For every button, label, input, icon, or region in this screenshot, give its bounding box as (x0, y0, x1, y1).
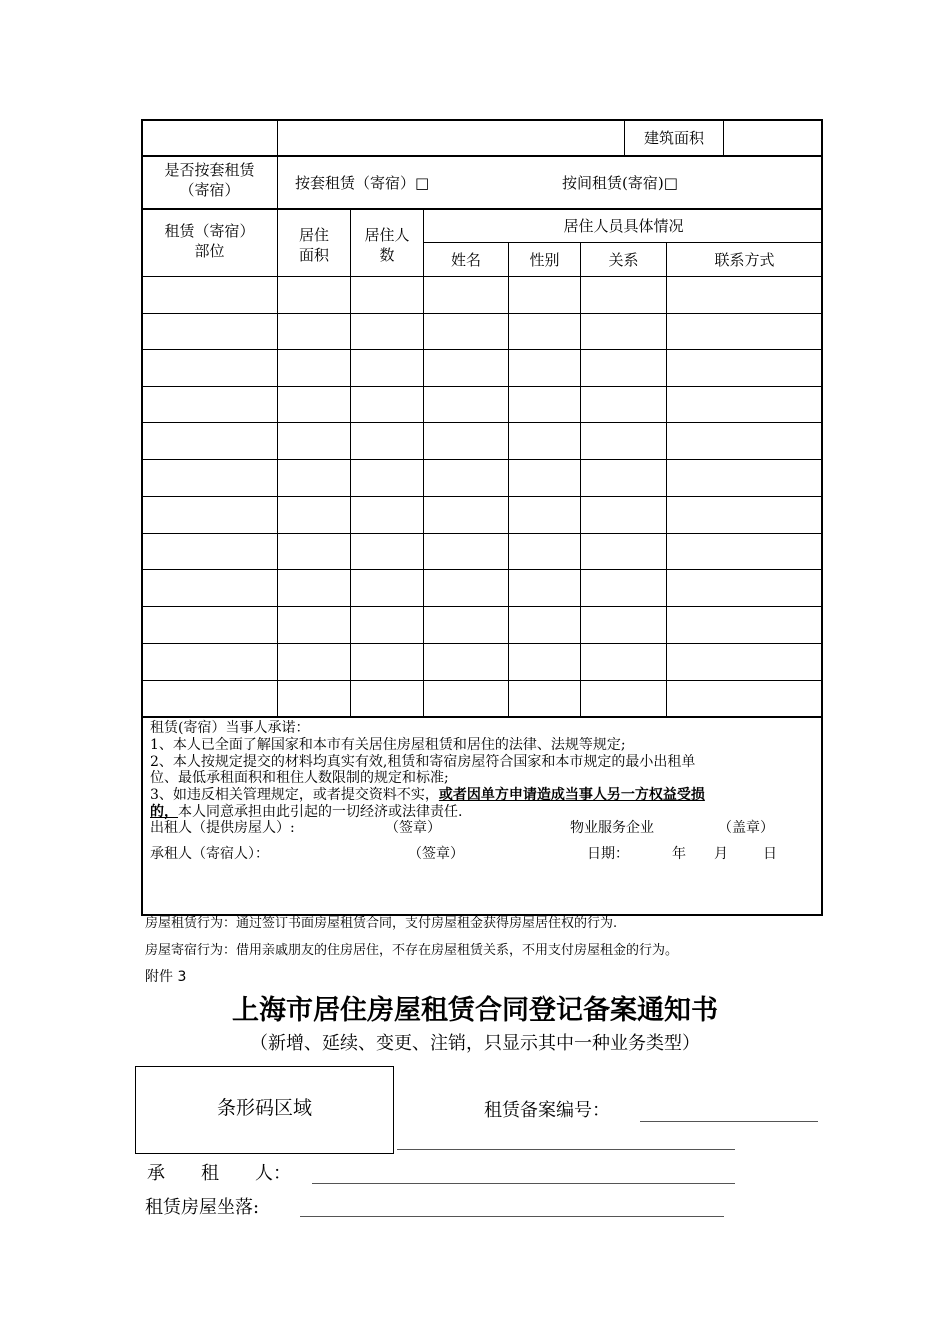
option-by-room[interactable]: 按间租赁(寄宿)□ (562, 174, 678, 192)
lessee-field[interactable] (312, 1183, 735, 1184)
table-row[interactable] (141, 422, 823, 423)
promise-item-2-line2: 位、最低承租面积和租住人数限制的规定和标准; (150, 770, 449, 786)
option-whole-unit[interactable]: 按套租赁（寄宿）□ (295, 174, 430, 192)
header-count-line2: 数 (379, 246, 395, 264)
divider (141, 716, 823, 718)
rent-mode-question (142, 160, 277, 200)
date-day: 日 (763, 846, 777, 862)
header-location-line2: 部位 (194, 242, 225, 260)
divider (350, 210, 351, 717)
building-area-label: 建筑面积 (643, 129, 704, 147)
header-area-line2: 面积 (298, 246, 329, 264)
promise-item-1: 1、本人已全面了解国家和本市有关居住房屋租赁和居住的法律、法规等规定; (150, 737, 626, 753)
table-row[interactable] (141, 643, 823, 644)
promise-title: 租赁(寄宿）当事人承诺： (150, 720, 310, 736)
table-row[interactable] (141, 606, 823, 607)
date-label: 日期： (587, 846, 629, 862)
lessee-label: 承租人（寄宿人）： (150, 846, 269, 862)
header-count-line1: 居住人 (364, 226, 410, 244)
promise-item-2-line1: 2、本人按规定提交的材料均真实有效,租赁和寄宿房屋符合国家和本市规定的最小出租单 (150, 754, 696, 770)
attachment-label: 附件 3 (145, 969, 187, 985)
location-field[interactable] (300, 1216, 724, 1217)
lodge-definition: 房屋寄宿行为：借用亲戚朋友的住房居住，不存在房屋租赁关系，不用支付房屋租金的行为。 (145, 943, 679, 958)
header-area-line1: 居住 (298, 226, 329, 244)
header-name: 姓名 (450, 251, 481, 269)
promise-item-3-text-end: 本人同意承担由此引起的一切经济或法律责任. (178, 804, 463, 820)
divider (277, 210, 278, 717)
divider (141, 155, 823, 157)
lessee-sign[interactable]: （签章） (408, 846, 464, 862)
rent-mode-question-line2: （寄宿） (179, 181, 240, 199)
header-relation: 关系 (608, 251, 639, 269)
header-location-line1: 租赁（寄宿） (164, 222, 255, 240)
table-row[interactable] (141, 533, 823, 534)
lessor-sign[interactable]: （签章） (385, 820, 441, 836)
property-company-label: 物业服务企业 (570, 820, 654, 836)
blank-line[interactable] (397, 1149, 735, 1150)
table-row[interactable] (141, 569, 823, 570)
table-row[interactable] (141, 349, 823, 350)
rent-mode-question-line1: 是否按套租赁 (164, 161, 255, 179)
divider (141, 208, 823, 210)
divider (723, 120, 724, 156)
promise-item-3-line1 (150, 787, 705, 803)
table-row[interactable] (141, 680, 823, 681)
header-living-area (278, 225, 350, 265)
location-label: 租赁房屋坐落: (145, 1197, 260, 1218)
record-number-field[interactable] (640, 1121, 818, 1122)
promise-item-3-emphasis: 或者因单方申请造成当事人另一方权益受损 (438, 787, 705, 803)
divider (277, 120, 278, 156)
promise-item-3-line2 (150, 804, 462, 820)
header-residents-title: 居住人员具体情况 (563, 217, 684, 235)
lessee-notice-label: 承 租 人： (147, 1163, 291, 1184)
table-row[interactable] (141, 496, 823, 497)
table-row[interactable] (141, 276, 823, 277)
table-row[interactable] (141, 386, 823, 387)
table-row[interactable] (141, 459, 823, 460)
record-number-label: 租赁备案编号： (484, 1100, 610, 1121)
date-month: 月 (714, 846, 728, 862)
date-year: 年 (672, 846, 686, 862)
lessor-label: 出租人（提供房屋人）: (150, 820, 295, 836)
barcode-label: 条形码区域 (216, 1097, 312, 1119)
header-location (142, 221, 277, 261)
rent-definition: 房屋租赁行为：通过签订书面房屋租赁合同，支付房屋租金获得房屋居住权的行为. (145, 916, 618, 931)
table-row[interactable] (141, 313, 823, 314)
divider (277, 156, 278, 209)
notice-subtitle: （新增、延续、变更、注销，只显示其中一种业务类型） (250, 1033, 700, 1054)
notice-title: 上海市居住房屋租赁合同登记备案通知书 (232, 995, 718, 1026)
property-seal[interactable]: （盖章） (718, 820, 774, 836)
header-contact: 联系方式 (714, 251, 775, 269)
promise-item-3-text: 3、如违反相关管理规定，或者提交资料不实， (150, 787, 439, 803)
divider (423, 242, 823, 243)
divider (423, 210, 424, 717)
header-gender: 性别 (529, 251, 560, 269)
header-resident-count (351, 225, 423, 265)
promise-item-3-emphasis-end: 的， (150, 804, 178, 820)
